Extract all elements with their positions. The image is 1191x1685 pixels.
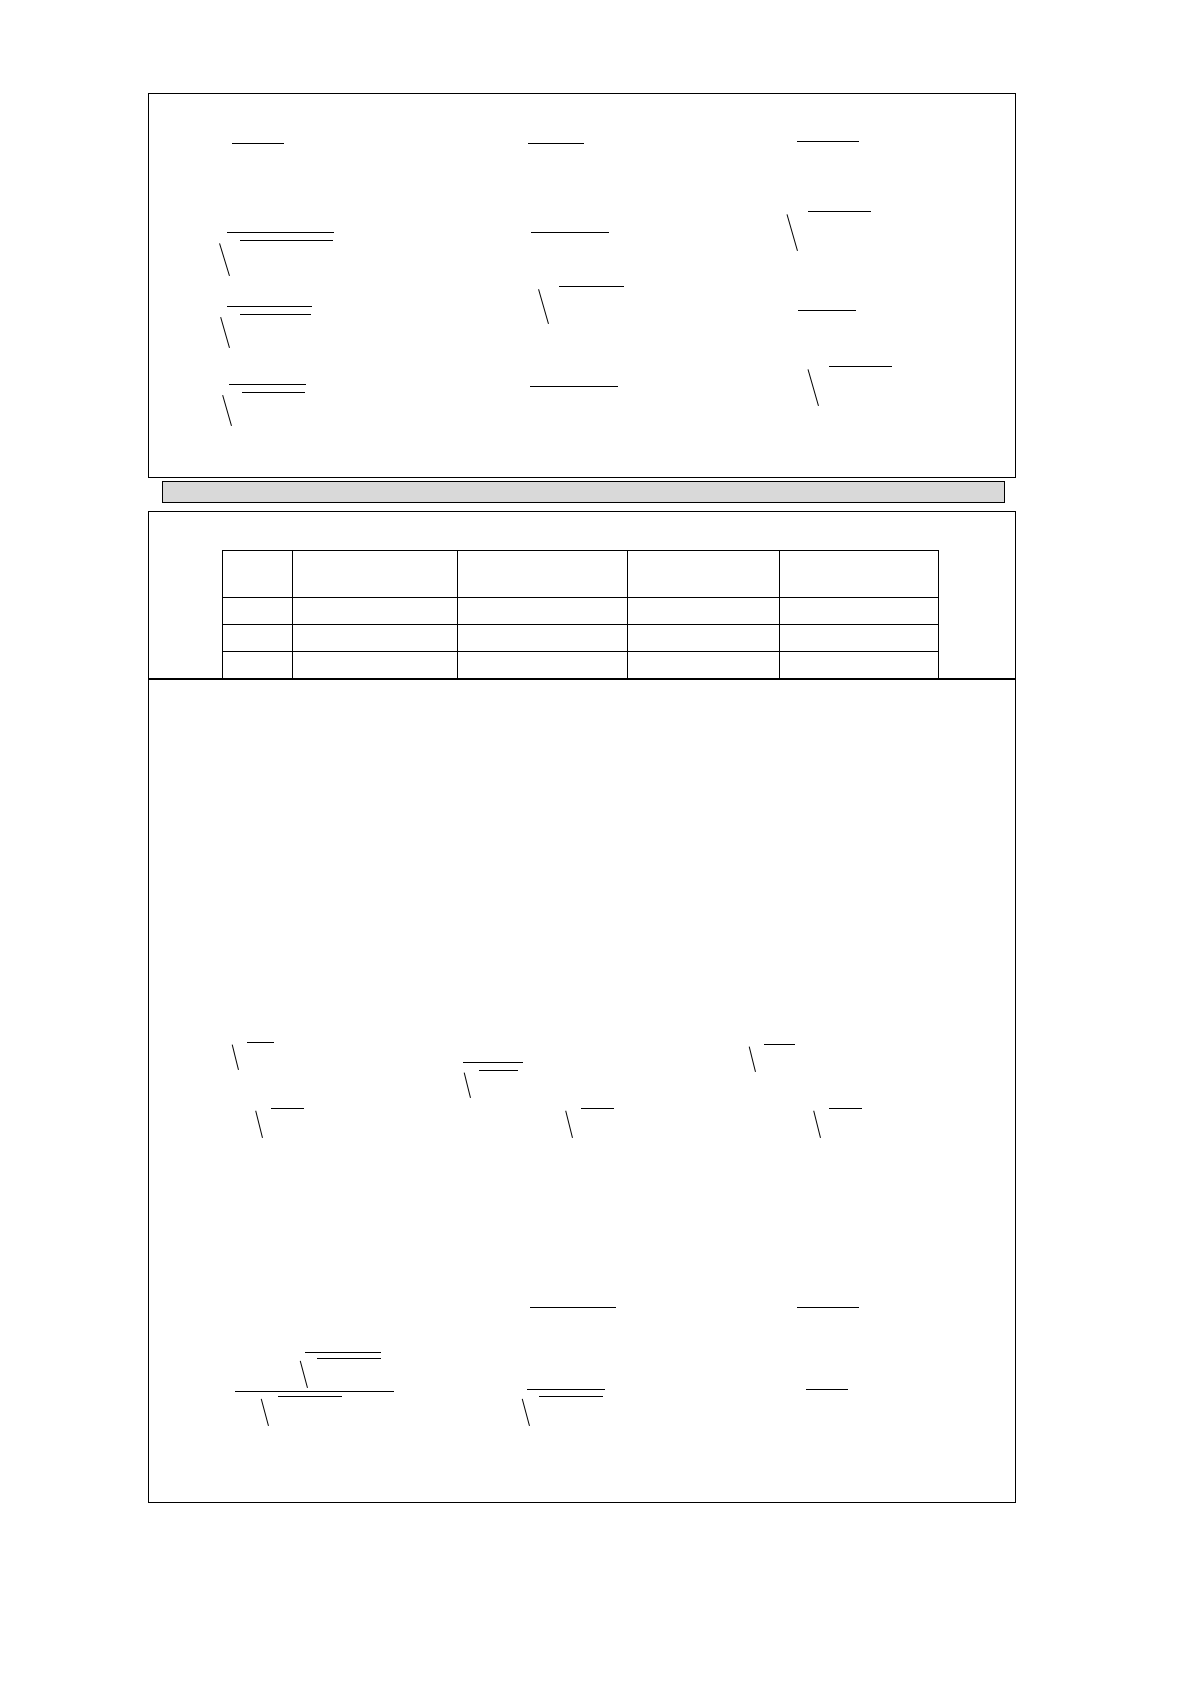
fraction-bar-r1c3 (797, 141, 859, 145)
table-header-cell-3 (628, 551, 780, 598)
radical-m2c1 (262, 1108, 304, 1138)
table-row (223, 598, 939, 625)
radical-r4c3 (818, 366, 892, 406)
radical-b2c2 (529, 1396, 603, 1426)
fraction-bar-b2c2 (527, 1389, 605, 1393)
radical-r4c1 (231, 392, 305, 426)
grey-separator-bar (162, 481, 1005, 503)
radical-b2c1-lower (268, 1396, 342, 1426)
table-cell-r1c4 (780, 625, 939, 652)
table-cell-r1c3 (628, 625, 780, 652)
table-header-cell-1 (293, 551, 458, 598)
fraction-bar-b1c2 (530, 1307, 616, 1311)
table-cell-r2c0 (223, 652, 293, 679)
table-cell-r0c4 (780, 598, 939, 625)
table-cell-r0c3 (628, 598, 780, 625)
radical-r3c1 (229, 314, 311, 348)
fraction-bar-b1c3 (797, 1307, 859, 1311)
table-header-cell-4 (780, 551, 939, 598)
table-cell-r2c3 (628, 652, 780, 679)
fraction-bar-r2c1 (227, 232, 334, 236)
fraction-bar-r3c1 (227, 306, 312, 310)
radical-m1c2 (470, 1070, 518, 1098)
radical-m1c1 (238, 1042, 274, 1070)
bottom-frame (148, 679, 1016, 1503)
table-cell-r1c0 (223, 625, 293, 652)
table-cell-r0c0 (223, 598, 293, 625)
data-table (222, 550, 939, 679)
radical-r3c2 (548, 286, 624, 324)
table-cell-r1c2 (458, 625, 628, 652)
radical-r2c1 (229, 240, 333, 276)
radical-b2c1-upper (307, 1358, 381, 1388)
table-row (223, 625, 939, 652)
fraction-bar-b2c1-upper (305, 1352, 381, 1356)
fraction-bar-r4c1 (229, 384, 306, 388)
table-header-cell-2 (458, 551, 628, 598)
table-header-cell-0 (223, 551, 293, 598)
table-cell-r1c1 (293, 625, 458, 652)
table-cell-r2c2 (458, 652, 628, 679)
table-row (223, 652, 939, 679)
table-cell-r0c1 (293, 598, 458, 625)
fraction-bar-m1c2 (463, 1062, 523, 1066)
table-cell-r0c2 (458, 598, 628, 625)
table-cell-r2c4 (780, 652, 939, 679)
fraction-bar-b2c1-main (235, 1391, 394, 1395)
radical-r2c3 (797, 211, 871, 251)
table-header-row (223, 551, 939, 598)
radical-m1c3 (755, 1044, 795, 1072)
radical-m2c2 (572, 1108, 614, 1138)
fraction-bar-r1c2 (528, 143, 584, 147)
fraction-bar-r4c2 (530, 386, 618, 390)
fraction-bar-r3c3 (798, 310, 856, 314)
fraction-bar-r2c2 (531, 232, 609, 236)
fraction-bar-b2c3 (806, 1389, 848, 1393)
radical-m2c3 (820, 1108, 862, 1138)
fraction-bar-r1c1 (232, 143, 284, 147)
table-cell-r2c1 (293, 652, 458, 679)
